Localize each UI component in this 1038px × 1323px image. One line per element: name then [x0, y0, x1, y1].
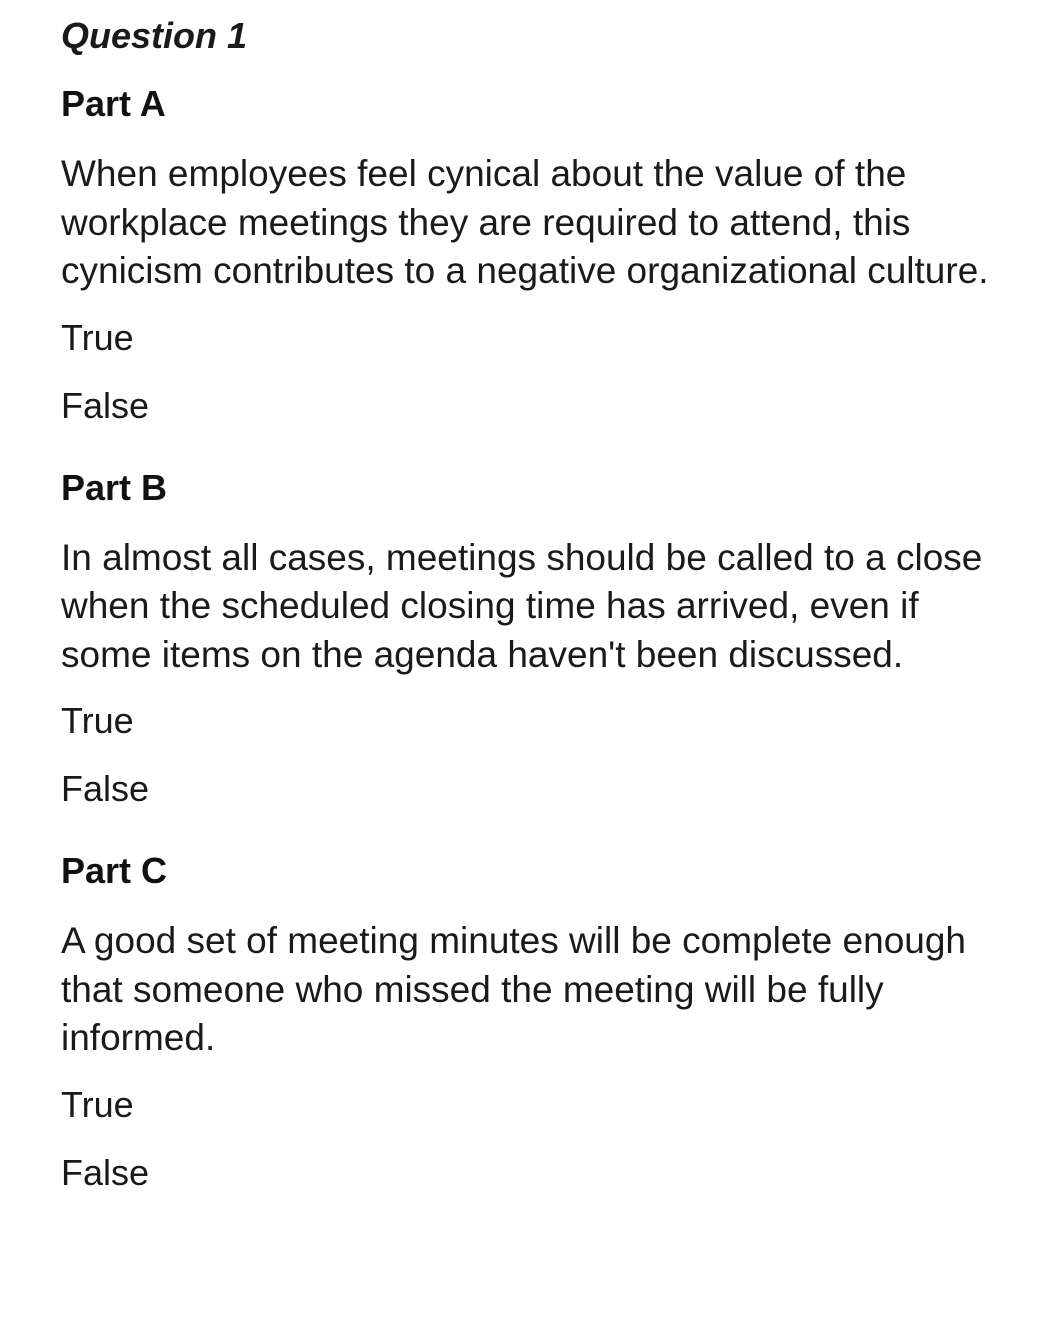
- option-true[interactable]: True: [61, 1083, 134, 1125]
- part-prompt: A good set of meeting minutes will be complete enough that someone who missed the meeting will be fully informed.: [61, 920, 967, 1058]
- option-true[interactable]: True: [61, 316, 134, 358]
- option-true[interactable]: True: [61, 700, 134, 741]
- part-prompt: In almost all cases, meetings should be called to a close when the scheduled closing time has arrived, even if some items on the agenda haven't been discussed.: [61, 536, 983, 675]
- part-heading: Part A: [61, 83, 166, 124]
- option-false[interactable]: False: [61, 768, 150, 809]
- part-c: [61, 849, 998, 1195]
- answer-options: [61, 316, 998, 428]
- option-false[interactable]: False: [61, 1151, 150, 1193]
- question-title: Question 1: [61, 15, 248, 56]
- part-b: [61, 466, 998, 812]
- answer-options: [61, 1083, 998, 1195]
- answer-options: [61, 699, 998, 811]
- part-heading: Part B: [61, 466, 168, 508]
- part-a: [61, 82, 998, 428]
- option-false[interactable]: False: [61, 384, 150, 426]
- part-prompt: When employees feel cynical about the value of the workplace meetings they are required to attend, this cynicism contributes to a negative organizational culture.: [61, 153, 989, 291]
- part-heading: Part C: [61, 850, 168, 891]
